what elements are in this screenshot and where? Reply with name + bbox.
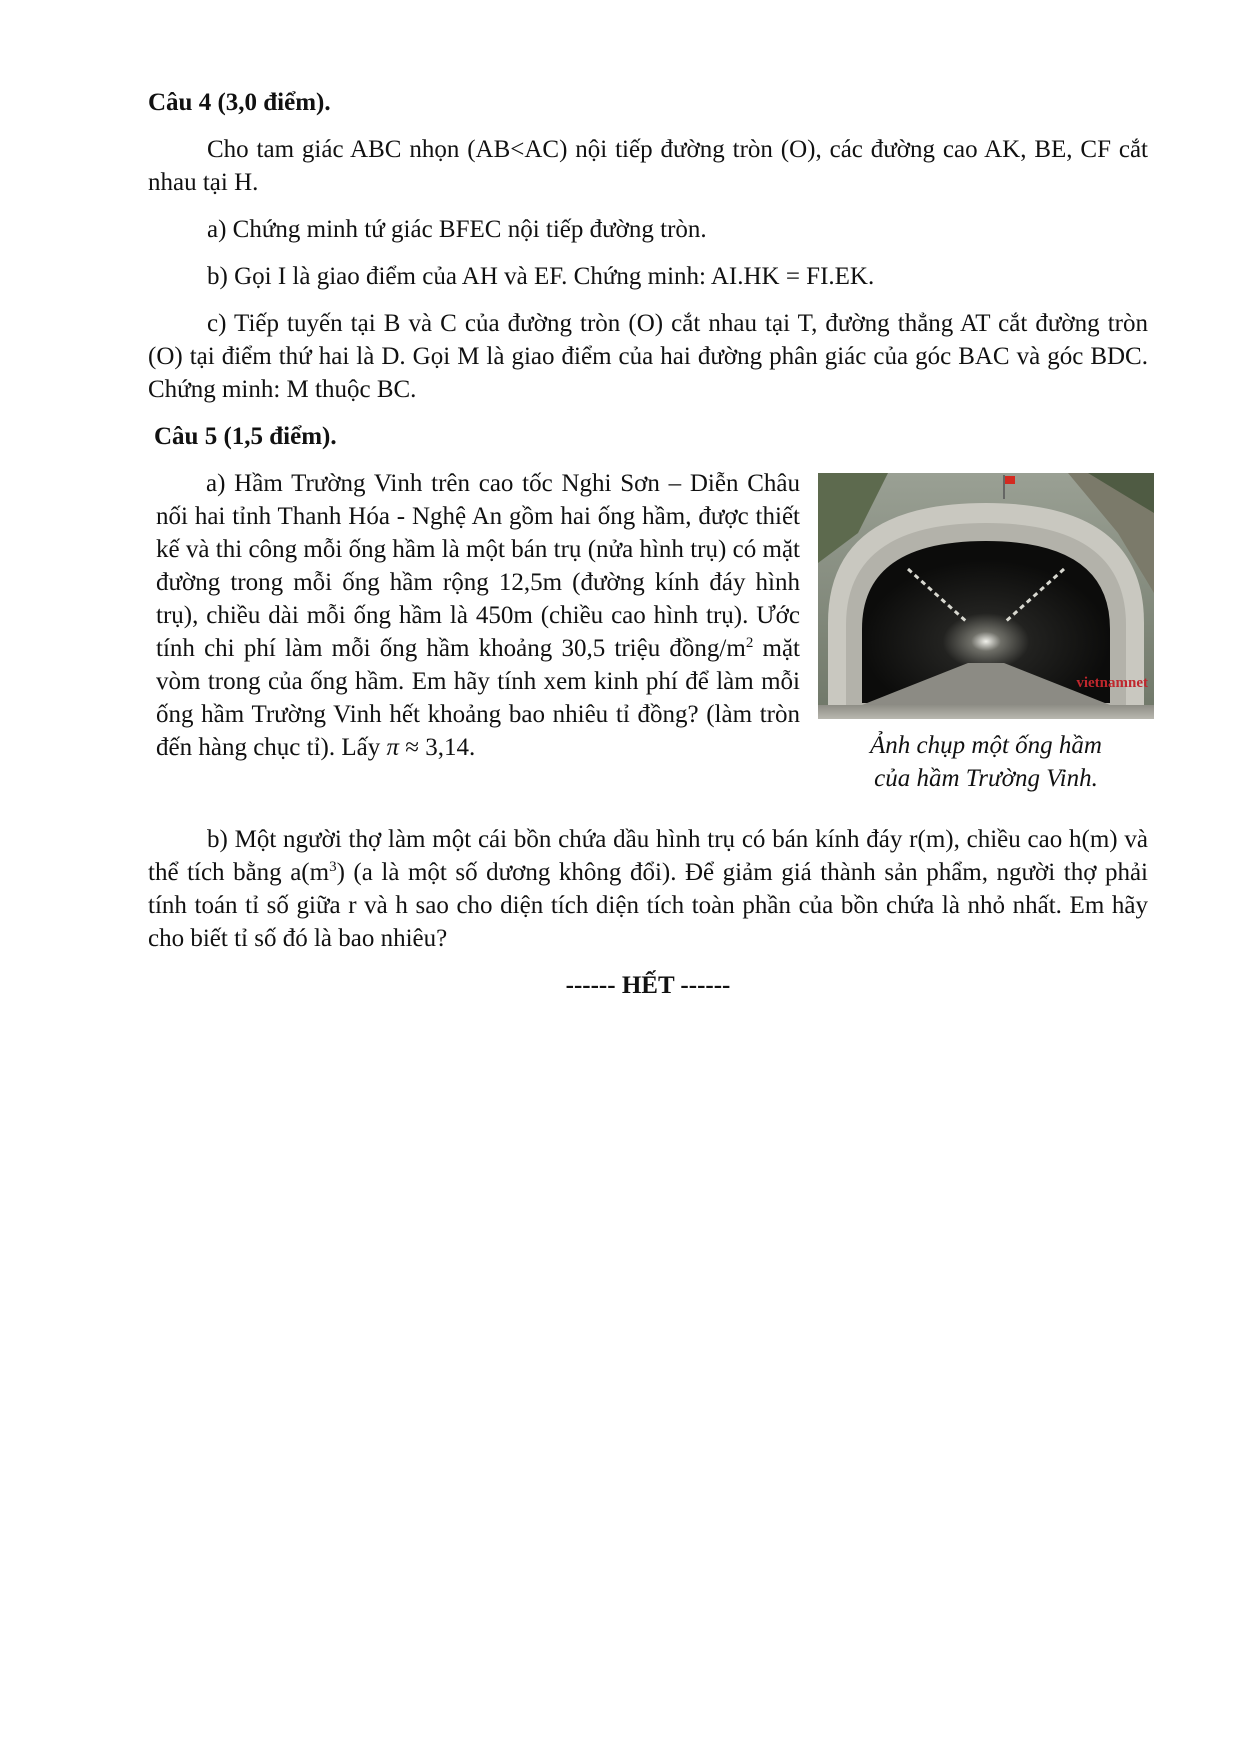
question-4-heading: Câu 4 (3,0 điểm). xyxy=(148,89,331,116)
question-5-part-a-text-3: ≈ 3,14. xyxy=(399,734,476,761)
question-5-part-b-text-2: ) (a là một số dương không đổi). Để giảm giá thành sản phẩm, người thợ phải tính toán tỉ số giữa r và h sao cho diện tích diện tích toàn phần của bồn chứa là nhỏ nhất. Em hãy cho biết tỉ số đó là bao nhiêu? xyxy=(148,859,1148,952)
question-4-intro: Cho tam giác ABC nhọn (AB<AC) nội tiếp đường tròn (O), các đường cao AK, BE, CF cắt nhau tại H. xyxy=(148,136,1148,196)
question-5-part-a-block xyxy=(148,467,1148,811)
end-mark: ------ HẾT ------ xyxy=(565,972,731,999)
photo-caption xyxy=(818,729,1154,795)
question-5-part-b xyxy=(148,823,1148,955)
question-4-part-a: a) Chứng minh tứ giác BFEC nội tiếp đường tròn. xyxy=(207,216,707,243)
caption-line-1: Ảnh chụp một ống hầm xyxy=(870,732,1102,759)
exam-page xyxy=(148,86,1148,1002)
tunnel-figure xyxy=(818,473,1154,795)
question-5-part-b-text-1: b) Một người thợ làm một cái bồn chứa dầu hình trụ có bán kính đáy r(m), chiều cao h(m) và thể tích bằng a(m xyxy=(148,826,1148,886)
superscript-3: 3 xyxy=(329,859,337,875)
superscript-2: 2 xyxy=(745,635,754,651)
question-5-part-a xyxy=(156,467,800,764)
question-5-part-a-text-1: a) Hầm Trường Vinh trên cao tốc Nghi Sơn – Diễn Châu nối hai tỉnh Thanh Hóa - Nghệ An gồm hai ống hầm, được thiết kế và thi công mỗi ống hầm là một bán trụ (nửa hình trụ) có mặt đường trong mỗi ống hầm rộng 12,5m (đường kính đáy hình trụ), chiều dài mỗi ống hầm là 450m (chiều cao hình trụ). Ước tính chi phí làm mỗi ống hầm khoảng 30,5 triệu đồng/m xyxy=(156,470,800,662)
pi-symbol: π xyxy=(386,734,399,761)
tunnel-photo xyxy=(818,473,1154,719)
caption-line-2: của hầm Trường Vinh. xyxy=(874,765,1098,792)
photo-watermark: vietnamnet xyxy=(1076,675,1148,691)
question-4-part-c: c) Tiếp tuyến tại B và C của đường tròn (O) cắt nhau tại T, đường thẳng AT cắt đường tròn (O) tại điểm thứ hai là D. Gọi M là giao điểm của hai đường phân giác của góc BAC và góc BDC. Chứng minh: M thuộc BC. xyxy=(148,310,1148,403)
question-4-part-b: b) Gọi I là giao điểm của AH và EF. Chứng minh: AI.HK = FI.EK. xyxy=(207,263,875,290)
question-5-part-a-text-2: mặt vòm trong của ống hầm. Em hãy tính xem kinh phí để làm mỗi ống hầm Trường Vinh hết khoảng bao nhiêu tỉ đồng? (làm tròn đến hàng chục tỉ). Lấy xyxy=(156,635,800,761)
question-5-heading: Câu 5 (1,5 điểm). xyxy=(154,423,337,450)
